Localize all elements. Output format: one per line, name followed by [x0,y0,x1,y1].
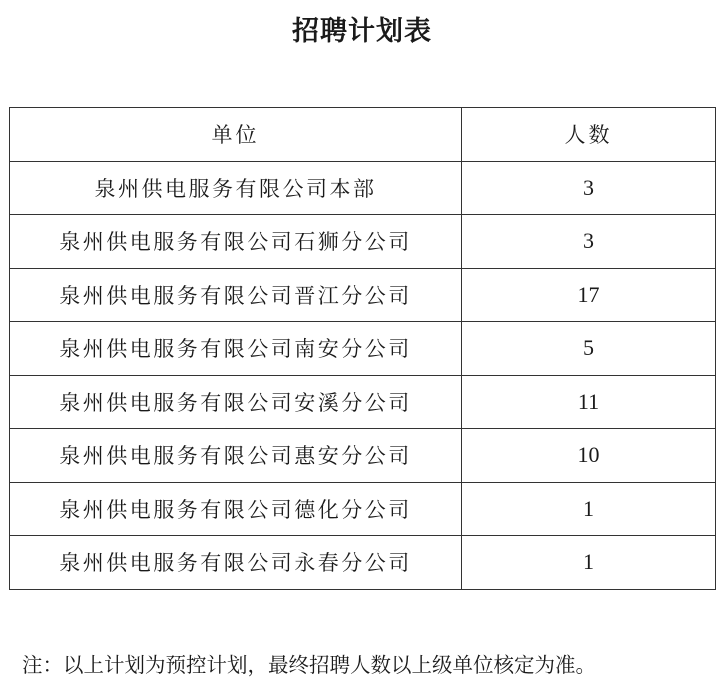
unit-cell: 泉州供电服务有限公司晋江分公司 [10,268,462,322]
unit-cell: 泉州供电服务有限公司石狮分公司 [10,215,462,269]
unit-cell: 泉州供电服务有限公司本部 [10,161,462,215]
unit-cell: 泉州供电服务有限公司永春分公司 [10,536,462,590]
table-row [10,161,716,215]
recruitment-plan-table [9,107,716,590]
page-title: 招聘计划表 [292,16,432,47]
table-row [10,322,716,376]
count-cell: 1 [462,536,716,590]
unit-cell: 泉州供电服务有限公司南安分公司 [10,322,462,376]
column-header-count: 人数 [462,108,716,162]
table-row [10,536,716,590]
table-row [10,375,716,429]
table-header-row [10,108,716,162]
table-row [10,429,716,483]
table-row [10,215,716,269]
unit-cell: 泉州供电服务有限公司惠安分公司 [10,429,462,483]
count-cell: 1 [462,482,716,536]
count-cell: 3 [462,161,716,215]
count-cell: 11 [462,375,716,429]
table-row [10,482,716,536]
count-cell: 17 [462,268,716,322]
table-row [10,268,716,322]
unit-cell: 泉州供电服务有限公司安溪分公司 [10,375,462,429]
footnote: 注：以上计划为预控计划，最终招聘人数以上级单位核定为准。 [22,653,596,677]
count-cell: 10 [462,429,716,483]
count-cell: 5 [462,322,716,376]
count-cell: 3 [462,215,716,269]
unit-cell: 泉州供电服务有限公司德化分公司 [10,482,462,536]
column-header-unit: 单位 [10,108,462,162]
